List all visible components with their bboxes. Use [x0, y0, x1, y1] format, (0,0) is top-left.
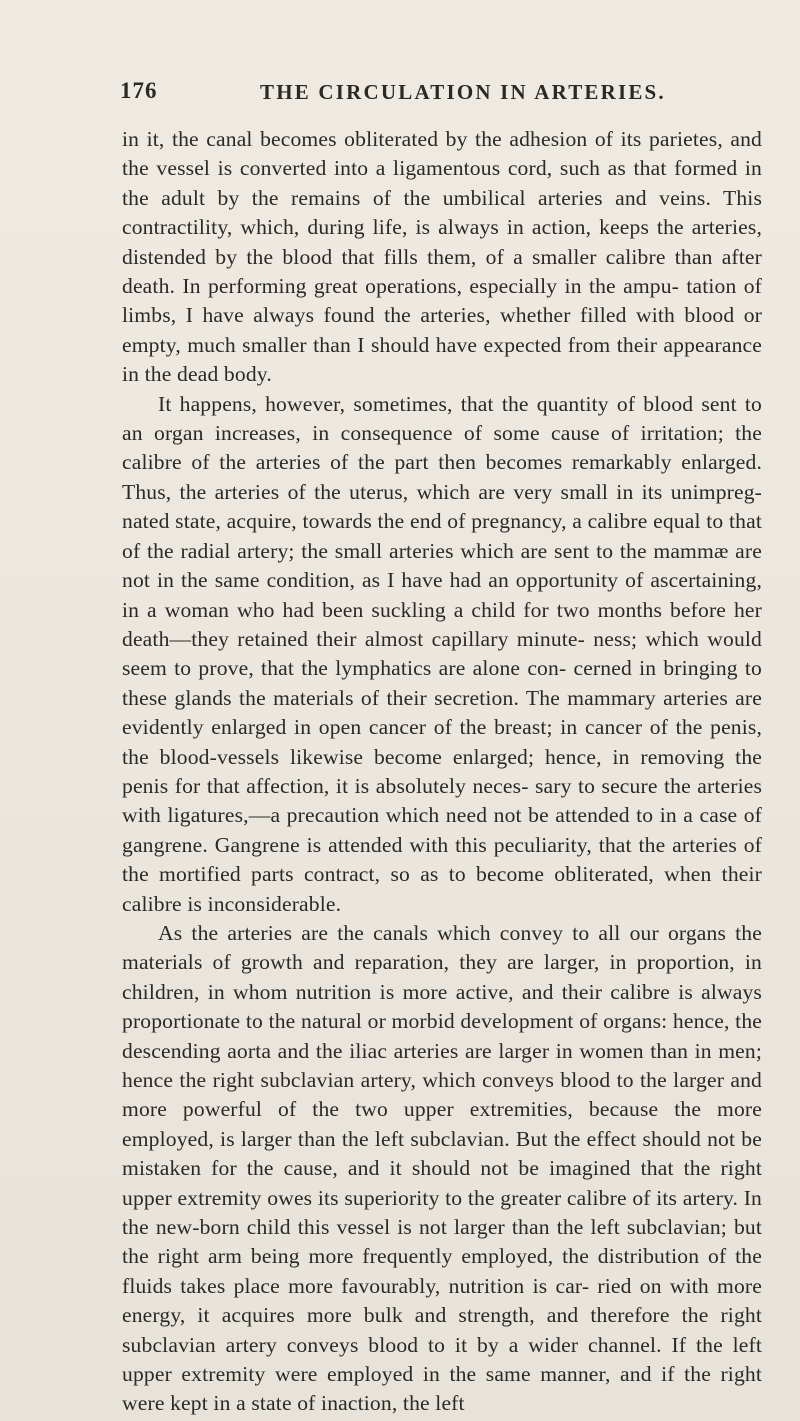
- paragraph: As the arteries are the canals which convey to all our organs the materials of growth and reparation, they are larger, in proportion, in children, in whom nutrition is more active, and their calibre is always proportionate to the natural or morbid development of organs: hence, the descending aorta and the iliac arteries are larger in women than in men; hence the right subclavian artery, which conveys blood to the larger and more powerful of the two upper extremities, because the more employed, is larger than the left subclavian. But the effect should not be mistaken for the cause, and it should not be imagined that the right upper extremity owes its superiority to the greater calibre of its artery. In the new-born child this vessel is not larger than the left subclavian; but the right arm being more frequently employed, the distribution of the fluids takes place more favourably, nutrition is car- ried on with more energy, it acquires more bulk and strength, and therefore the right subclavian artery conveys blood to it by a wider channel. If the left upper extremity were employed in the same manner, and if the right were kept in a state of inaction, the left: [122, 920, 762, 1416]
- paragraph-continued: in it, the canal becomes obliterated by the adhesion of its parietes, and the vessel is converted into a ligamentous cord, such as that formed in the adult by the remains of the umbilical arteries and veins. This contractility, which, during life, is always in action, keeps the arteries, distended by the blood that fills them, of a smaller calibre than after death. In performing great operations, especially in the ampu- tation of limbs, I have always found the arteries, whether filled with blood or empty, much smaller than I should have expected from their appearance in the dead body.: [122, 127, 762, 387]
- body-text: [122, 125, 762, 1419]
- paragraph: It happens, however, sometimes, that the quantity of blood sent to an organ increases, in consequence of some cause of irritation; the calibre of the arteries of the part then becomes remarkably enlarged. Thus, the arteries of the uterus, which are very small in its unimpreg- nated state, acquire, towards the end of pregnancy, a calibre equal to that of the radial artery; the small arteries which are sent to the mammæ are not in the same condition, as I have had an opportunity of ascertaining, in a woman who had been suckling a child for two months before her death—they retained their almost capillary minute- ness; which would seem to prove, that the lymphatics are alone con- cerned in bringing to these glands the materials of their secretion. The mammary arteries are evidently enlarged in open cancer of the breast; in cancer of the penis, the blood-vessels likewise become enlarged; hence, in removing the penis for that affection, it is absolutely neces- sary to secure the arteries with ligatures,—a precaution which need not be attended to in a case of gangrene. Gangrene is attended with this peculiarity, that the arteries of the mortified parts contract, so as to become obliterated, when their calibre is inconsiderable.: [122, 391, 762, 916]
- page-header: [0, 78, 800, 118]
- page-number: 176: [120, 78, 158, 103]
- running-head: THE CIRCULATION IN ARTERIES.: [260, 80, 666, 104]
